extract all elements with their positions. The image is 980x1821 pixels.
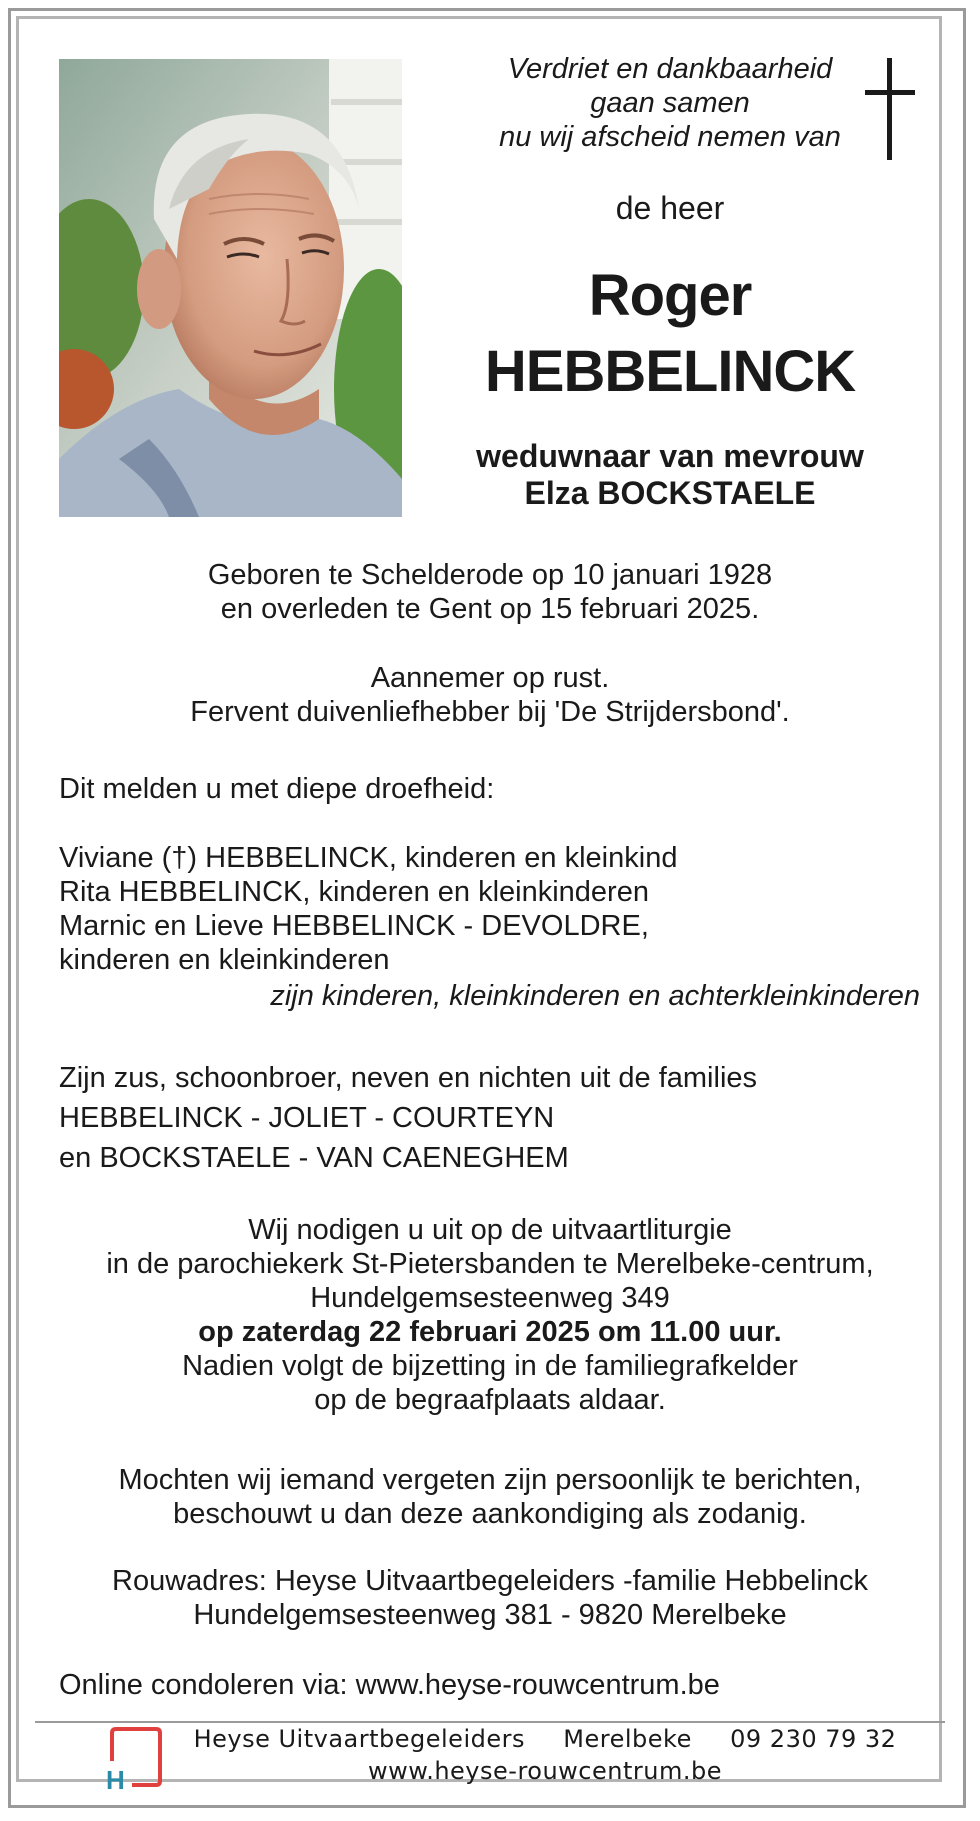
occupation-line: Aannemer op rust. [370,662,610,694]
portrait-photo [59,59,402,517]
children-caption: zijn kinderen, kleinkinderen en achterkleinkinderen [270,980,920,1012]
ceremony-line: op de begraafplaats aldaar. [314,1384,666,1416]
list-item: Viviane (†) HEBBELINCK, kinderen en kleinkind [59,842,678,874]
list-item: Rita HEBBELINCK, kinderen en kleinkinderen [59,876,649,908]
footer-city: Merelbeke [563,1725,692,1753]
ceremony-line: Hundelgemsesteenweg 349 [310,1282,670,1314]
spouse-line: weduwnaar van mevrouw [476,438,864,474]
list-item: HEBBELINCK - JOLIET - COURTEYN [59,1102,555,1134]
footer-company: Heyse Uitvaartbegeleiders [193,1725,525,1753]
list-item: kinderen en kleinkinderen [59,944,390,976]
title-prefix: de heer [615,190,725,226]
mourning-address [40,1564,940,1632]
footer-phone[interactable]: 09 230 79 32 [730,1725,897,1753]
families-list [59,1058,949,1178]
death-line: en overleden te Gent op 15 februari 2025. [220,593,760,625]
footer-website[interactable]: www.heyse-rouwcentrum.be [368,1757,722,1785]
ceremony-line: Wij nodigen u uit op de uitvaartliturgie [248,1214,732,1246]
address-line: Rouwadres: Heyse Uitvaartbegeleiders -familie Hebbelinck [112,1565,868,1597]
occupation [40,661,940,729]
hobby-line: Fervent duivenliefhebber bij 'De Strijdersbond'. [190,696,790,728]
ceremony-line: in de parochiekerk St-Pietersbanden te Merelbeke-centrum, [106,1248,874,1280]
intro-line: nu wij afscheid nemen van [499,121,841,153]
deceased-first-name: Roger [588,263,752,328]
spouse-info [400,438,940,512]
list-item: Marnic en Lieve HEBBELINCK - DEVOLDRE, [59,910,649,942]
deceased-last-name: HEBBELINCK [484,339,856,404]
ceremony-info [40,1213,940,1417]
announcement: Dit melden u met diepe droefheid: [59,773,495,805]
logo-letter: H [106,1765,125,1791]
intro-line: gaan samen [590,87,750,119]
online-condolence: Online condoleren via: www.heyse-rouwcentrum.be [59,1669,720,1701]
notice [40,1463,940,1531]
intro-text [400,52,940,154]
spouse-line: Elza BOCKSTAELE [524,475,816,511]
children-list [59,841,949,977]
life-dates [40,558,940,626]
address-line: Hundelgemsesteenweg 381 - 9820 Merelbeke [193,1599,787,1631]
heyse-logo [104,1725,166,1791]
notice-line: Mochten wij iemand vergeten zijn persoonlijk te berichten, [118,1464,862,1496]
ceremony-date: op zaterdag 22 februari 2025 om 11.00 uur. [198,1316,782,1348]
ceremony-line: Nadien volgt de bijzetting in de familiegrafkelder [182,1350,798,1382]
birth-line: Geboren te Schelderode op 10 januari 1928 [207,559,773,591]
list-item: en BOCKSTAELE - VAN CAENEGHEM [59,1142,569,1174]
footer-company-line [170,1725,920,1753]
list-item: Zijn zus, schoonbroer, neven en nichten uit de families [59,1062,758,1094]
intro-line: Verdriet en dankbaarheid [507,53,833,85]
footer-divider [35,1721,945,1723]
notice-line: beschouwt u dan deze aankondiging als zodanig. [173,1498,807,1530]
